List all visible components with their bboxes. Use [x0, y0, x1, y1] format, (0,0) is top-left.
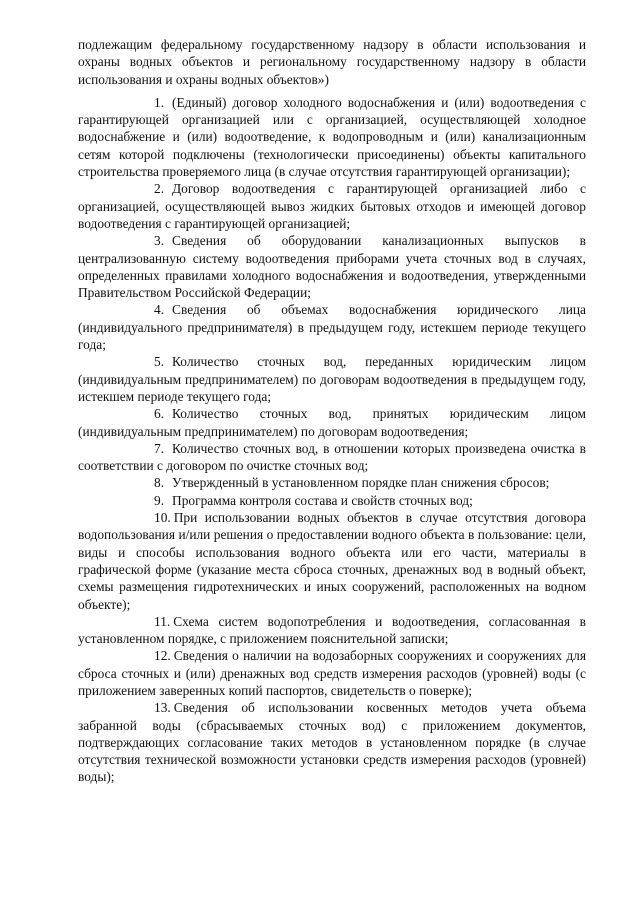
item-number: 1. [154, 94, 165, 110]
intro-paragraph: подлежащим федеральному государственному надзору в области использования и охраны водных объектов и региональному государственному надзору в области использования и охраны водных объектов») [78, 37, 586, 87]
list-item [78, 301, 586, 353]
item-number: 11. [154, 613, 171, 629]
item-number: 5. [154, 354, 165, 370]
item-number: 10. [154, 510, 171, 526]
item-number: 12. [154, 648, 171, 664]
list-item [78, 509, 586, 613]
item-text: Сведения о наличии на водозаборных сооружениях и сооружениях для сброса сточных и (или) дренажных вод средств измерения расходов (уровней) воды (с приложением заверенных копий паспортов, свидетельств о поверке); [78, 648, 586, 698]
list-item [78, 94, 586, 180]
requirements-list [78, 94, 586, 786]
item-number: 3. [154, 233, 165, 249]
item-text: Программа контроля состава и свойств сточных вод; [172, 492, 473, 508]
item-text: При использовании водных объектов в случае отсутствия договора водопользования и/или решения о предоставлении водного объекта в пользование: цели, виды и способы использования водного объекта или его части, материалы в графической форме (указание места сброса сточных, дренажных вод в водный объект, схемы размещения гидротехнических и иных сооружений, расположенных на водном объекте); [78, 510, 586, 612]
item-number: 4. [154, 302, 165, 318]
item-text: Утвержденный в установленном порядке план снижения сбросов; [172, 475, 550, 491]
item-text: (Единый) договор холодного водоснабжения и (или) водоотведения с гарантирующей организацией или с организацией, осуществляющей холодное водоснабжение и (или) водоотведение, к водопроводным и (или) канализационным сетям которой подключены (технологически присоединены) объекты капитального строительства проверяемого лица (в случае отсутствия гарантирующей организации); [78, 94, 586, 180]
item-text: Схема систем водопотребления и водоотведения, согласованная в установленном порядке, с приложением пояснительной записки; [78, 613, 586, 647]
list-item [78, 180, 586, 232]
list-item [78, 440, 586, 475]
item-number: 2. [154, 181, 165, 197]
list-item [78, 647, 586, 699]
list-item [78, 353, 586, 405]
list-item [78, 474, 586, 491]
item-text: Количество сточных вод, принятых юридическим лицом (индивидуальным предпринимателем) по договорам водоотведения; [78, 406, 586, 439]
item-number: 9. [154, 492, 165, 508]
item-text: Количество сточных вод, переданных юридическим лицом (индивидуальным предпринимателем) по договорам водоотведения в предыдущем году, истекшем периоде текущего года; [78, 354, 586, 404]
list-item [78, 613, 586, 648]
item-text: Сведения об использовании косвенных методов учета объема забранной воды (сбрасываемых сточных вод) с приложением документов, подтверждающих согласование таких методов в установленном порядке (в случае отсутствия технической возможности установки средств измерения расходов (уровней) воды); [78, 700, 586, 785]
list-item [78, 232, 586, 301]
item-text: Сведения об объемах водоснабжения юридического лица (индивидуального предпринимателя) в предыдущем году, истекшем периоде текущего года; [78, 302, 586, 353]
document-page [78, 36, 586, 786]
item-number: 6. [154, 406, 165, 422]
list-item [78, 492, 586, 509]
item-text: Сведения об оборудовании канализационных выпусков в централизованную систему водоотведения приборами учета сточных вод в случаях, определенных правилами холодного водоснабжения и водоотведения, утвержденными Правительством Российской Федерации; [78, 233, 586, 301]
item-number: 13. [154, 700, 171, 716]
item-number: 7. [154, 440, 165, 456]
item-number: 8. [154, 475, 165, 491]
list-item [78, 699, 586, 785]
list-item [78, 405, 586, 440]
item-text: Количество сточных вод, в отношении которых произведена очистка в соответствии с договором по очистке сточных вод; [78, 440, 586, 474]
item-text: Договор водоотведения с гарантирующей организацией либо с организацией, осуществляющей вывоз жидких бытовых отходов и имеющей договор водоотведения с гарантирующей организацией; [78, 181, 586, 231]
